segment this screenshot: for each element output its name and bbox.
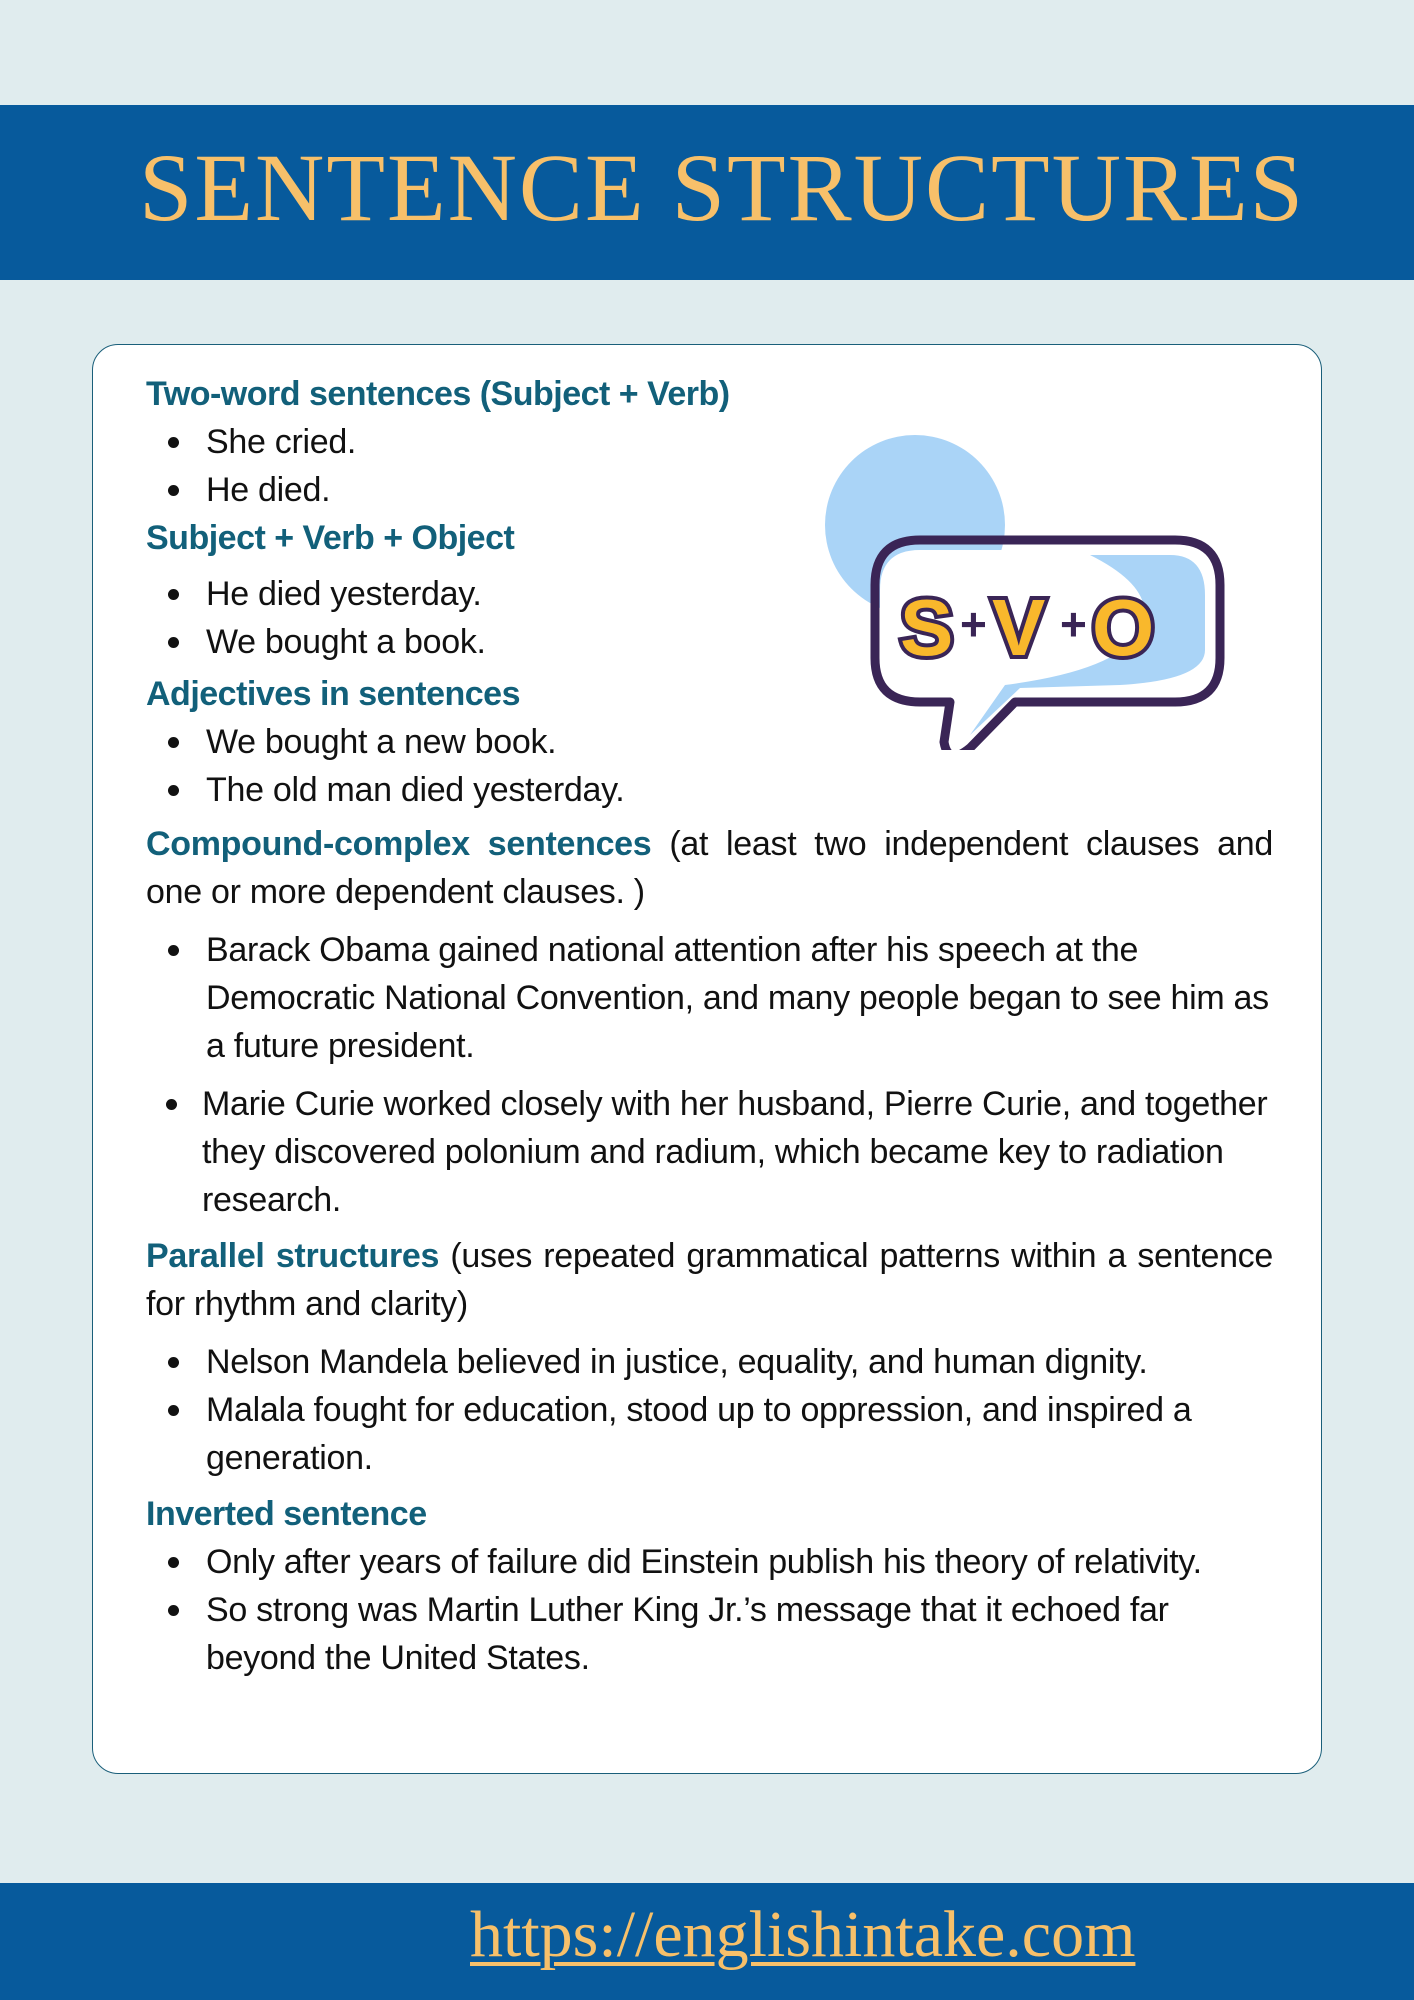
section-heading: Adjectives in sentences [146,675,521,713]
list-item: We bought a new book. [146,718,1306,766]
svg-text:V: V [992,583,1046,672]
list-item: She cried. [146,418,1306,466]
list-item: Only after years of failure did Einstein publish his theory of relativity. [146,1538,1316,1586]
list-item: He died yesterday. [146,570,1306,618]
section-intro [146,820,1273,916]
example-list [146,1338,1306,1482]
svg-text:S: S [900,583,954,672]
list-item: Nelson Mandela believed in justice, equality, and human dignity. [146,1338,1206,1386]
list-item: Marie Curie worked closely with her husband, Pierre Curie, and together they discovered polonium and radium, which became key to radiation research. [146,1080,1312,1224]
example-list [146,418,1306,514]
list-item: So strong was Martin Luther King Jr.’s message that it echoed far beyond the United States. [146,1586,1276,1682]
section-description: (uses repeated grammatical patterns within a sentence for rhythm and clarity) [146,1237,1273,1323]
svg-text:+: + [960,598,987,650]
bullet-icon [168,1605,179,1616]
example-list [146,718,1306,814]
list-item: We bought a book. [146,618,1306,666]
section-heading: Subject + Verb + Object [146,519,515,557]
bullet-icon [168,637,179,648]
section-heading: Inverted sentence [146,1495,427,1533]
section-description: (at least two independent clauses and one or more dependent clauses. ) [146,825,1273,911]
bullet-icon [168,589,179,600]
list-item: Barack Obama gained national attention after his speech at the Democratic National Convention, and many people began to see him as a future president. [146,926,1276,1070]
svg-text:O: O [1092,583,1155,672]
example-list [146,1538,1306,1682]
example-list [146,570,1306,666]
bullet-icon [168,437,179,448]
example-list [146,926,1306,1224]
content [146,370,1306,1682]
bullet-icon [168,1405,179,1416]
section-intro [146,1232,1273,1328]
list-item: The old man died yesterday. [146,766,1306,814]
bullet-icon [166,1099,177,1110]
bullet-icon [168,1357,179,1368]
list-item: He died. [146,466,1306,514]
bullet-icon [168,485,179,496]
section-heading: Two-word sentences (Subject + Verb) [146,375,730,413]
section-heading: Compound-complex sentences [146,825,652,863]
bullet-icon [168,945,179,956]
svg-text:+: + [1060,598,1087,650]
website-link[interactable]: https://englishintake.com [470,1898,1136,1971]
bullet-icon [168,1557,179,1568]
page-title: SENTENCE STRUCTURES [138,134,1306,241]
bullet-icon [168,737,179,748]
bullet-icon [168,785,179,796]
list-item: Malala fought for education, stood up to oppression, and inspired a generation. [146,1386,1206,1482]
section-heading: Parallel structures [146,1237,440,1275]
